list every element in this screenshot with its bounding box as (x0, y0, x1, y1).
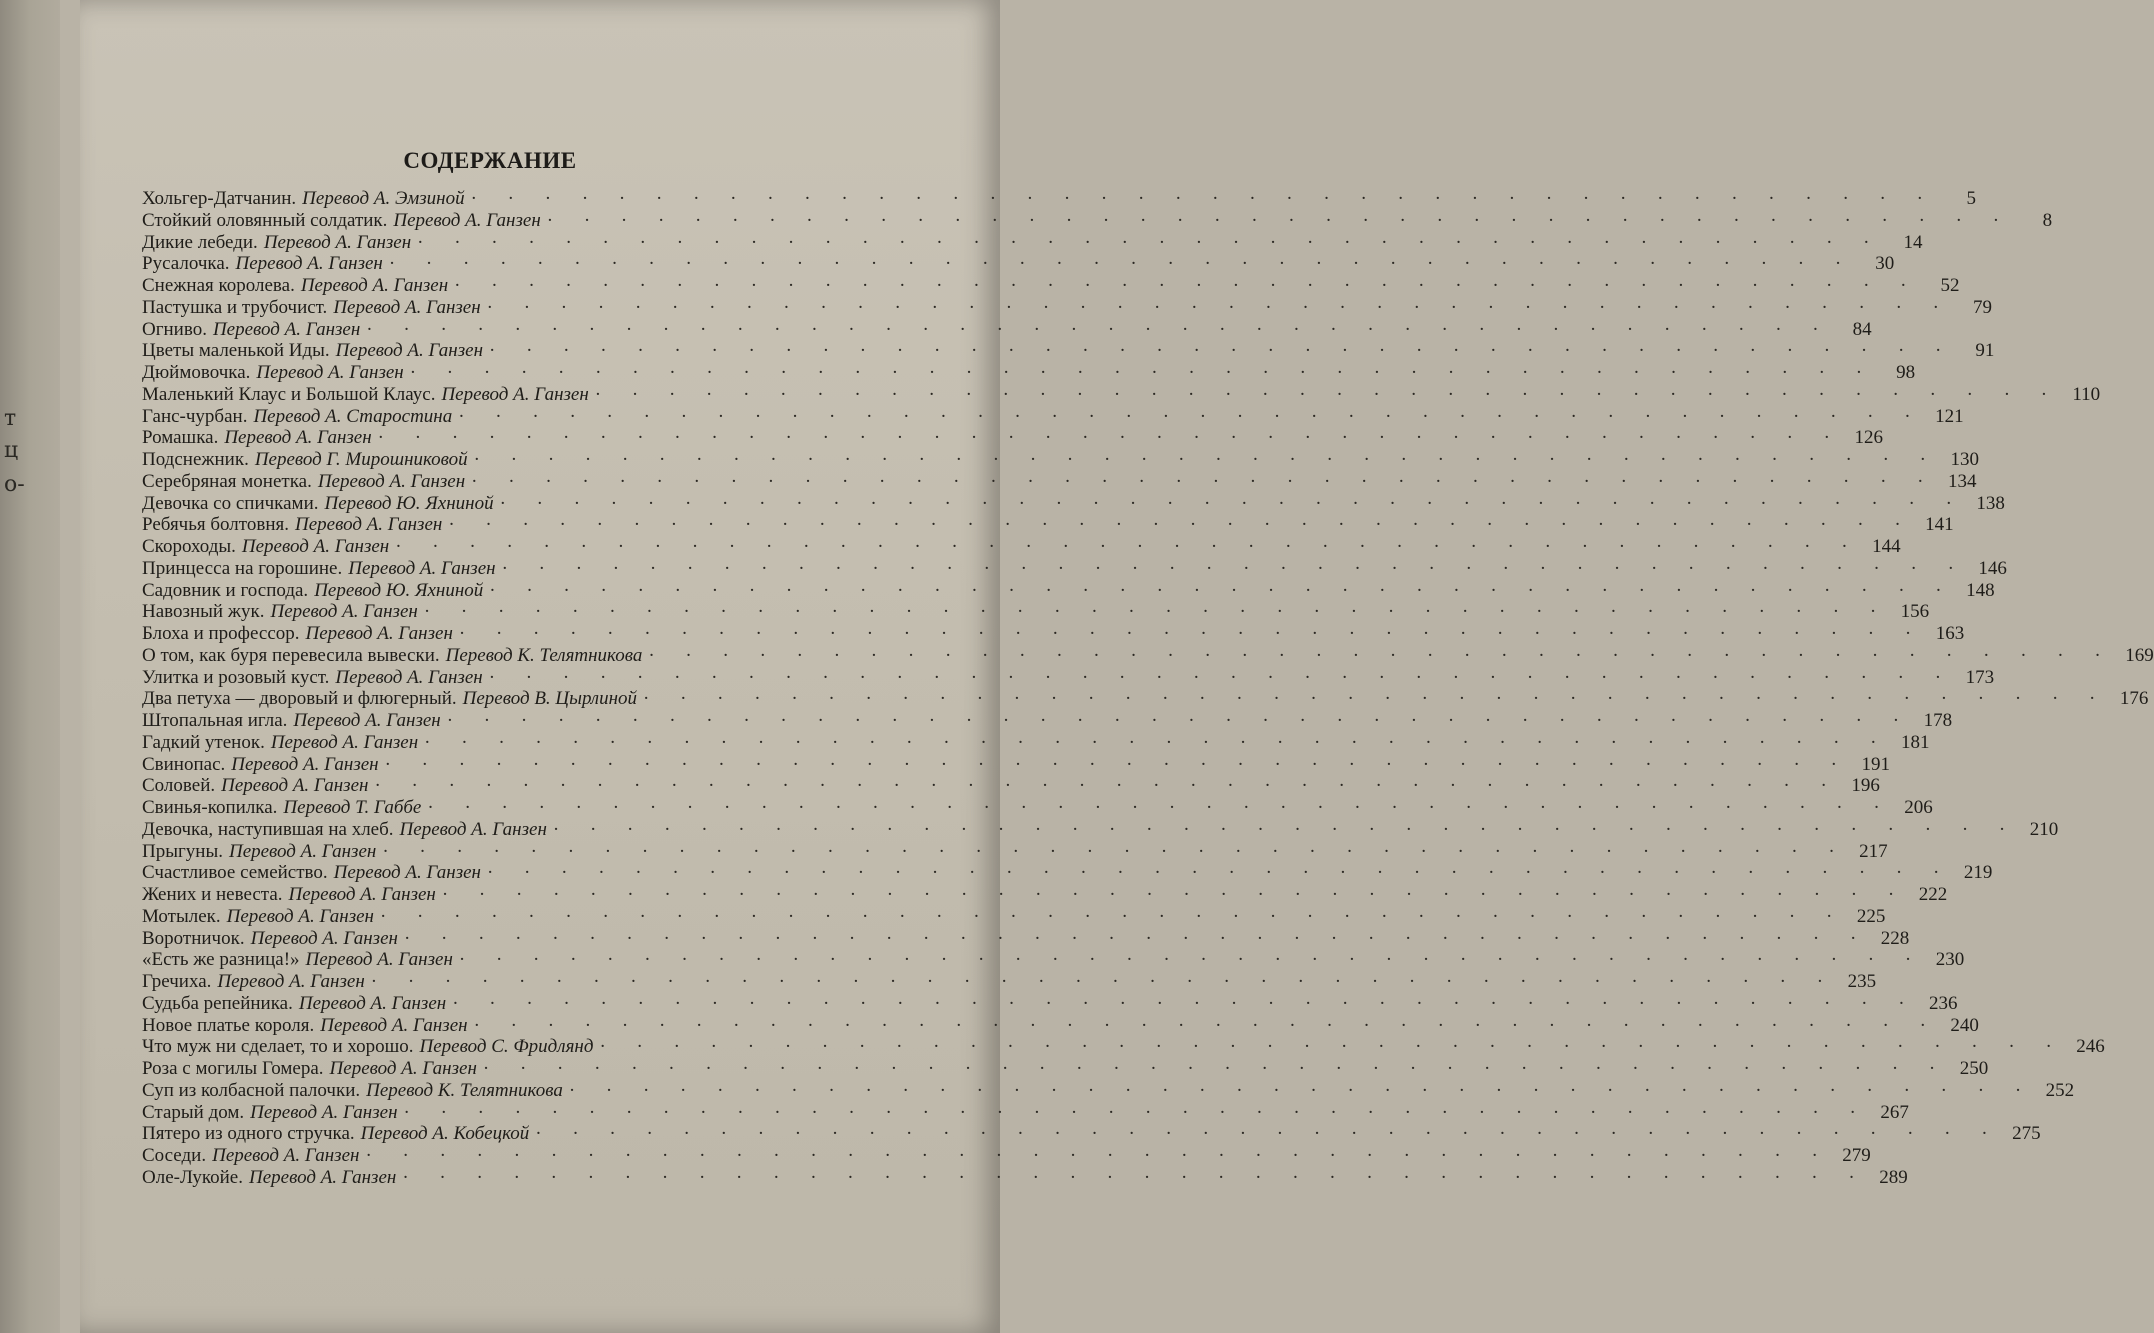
toc-entry-page: 252 (2045, 1079, 2075, 1101)
toc-entry-page: 240 (1950, 1014, 1979, 1036)
toc-entry-page: 163 (1935, 623, 1965, 644)
toc-entry-translator: Перевод А. Ганзен (228, 840, 377, 862)
toc-entry-title: Соседи. (142, 1145, 207, 1166)
toc-entry-page: 196 (1851, 775, 1880, 797)
toc-entry-page: 30 (1875, 253, 1895, 275)
toc-entry (142, 427, 1884, 449)
toc-entry-translator: Перевод А. Ганзен (300, 275, 449, 296)
toc-entry-translator: Перевод А. Ганзен (263, 231, 412, 253)
page-title: СОДЕРЖАНИЕ (403, 148, 577, 173)
toc-entry-page: 144 (1872, 536, 1901, 557)
toc-entry-title: Свинопас. (142, 753, 226, 775)
toc-dot-leader: · · · · · · · · · · · · · · · · · · · · · · · · · · · · · · · · · · · · · · · · (427, 797, 1893, 818)
toc-entry-page: 275 (2012, 1123, 2041, 1145)
toc-entry (142, 992, 1958, 1015)
toc-entry (142, 405, 1964, 428)
toc-entry (142, 905, 1886, 928)
toc-dot-leader: · · · · · · · · · · · · · · · · · · · · · · · · · · · · · · · · · · · · · · · · (473, 449, 1940, 470)
toc-entry-page: 148 (1966, 579, 1995, 601)
toc-dot-leader: · · · · · · · · · · · · · · · · · · · · · · · · · · · · · · · · · · · · · · · · (648, 644, 2114, 666)
toc-entry-page: 79 (1973, 296, 1992, 318)
toc-entry-translator: Перевод В. Цырлиной (462, 688, 638, 710)
toc-entry-page: 156 (1900, 601, 1930, 623)
toc-entry-translator: Перевод А. Ганзен (335, 666, 483, 688)
toc-entry-translator: Перевод А. Ганзен (305, 949, 453, 971)
toc-entry-title: Что муж ни сделает, то и хорошо. (142, 1036, 414, 1058)
toc-dot-leader: · · · · · · · · · · · · · · · · · · · · · · · · · · · · · · · · · · · · · · · · (403, 1101, 1869, 1123)
toc-entry-title: Пятеро из одного стручка. (142, 1123, 355, 1145)
toc-dot-leader: · · · · · · · · · · · · · · · · · · · · · · · · · · · · · · · · · · · · · · · · (486, 862, 1953, 884)
toc-entry-page: 206 (1904, 797, 1933, 818)
toc-entry-translator: Перевод А. Ганзен (393, 209, 541, 231)
toc-entry-page: 219 (1963, 862, 1993, 884)
toc-entry-title: Маленький Клаус и Большой Клаус. (142, 383, 436, 405)
toc-entry (142, 623, 1965, 645)
toc-entry-page: 181 (1901, 731, 1930, 753)
left-page-edge (0, 0, 60, 1333)
toc-entry-page: 178 (1923, 710, 1953, 731)
toc-entry-page: 5 (1966, 188, 1976, 209)
toc-entry-page: 8 (2042, 209, 2053, 231)
table-of-contents (142, 188, 2154, 1189)
toc-entry-page: 289 (1879, 1166, 1908, 1188)
toc-entry-title: Серебряная монетка. (142, 470, 312, 492)
toc-entry (142, 775, 1880, 797)
toc-entry-title: Хольгер-Датчанин. (142, 188, 297, 209)
toc-dot-leader: · · · · · · · · · · · · · · · · · · · · · · · · · · · · · · · · · · · · · · · · (489, 579, 1955, 601)
toc-entry-title: Девочка, наступившая на хлеб. (142, 818, 394, 840)
toc-entry-title: Ромашка. (142, 427, 219, 449)
toc-dot-leader: · · · · · · · · · · · · · · · · · · · · · · · · · · · · · · · · · · · · · · · · (417, 231, 1883, 253)
toc-entry-translator: Перевод А. Ганзен (399, 818, 547, 840)
toc-entry (142, 209, 2053, 232)
toc-dot-leader: · · · · · · · · · · · · · · · · · · · · · · · · · · · · · · · · · · · · · · · · (499, 492, 1965, 514)
toc-entry (142, 318, 1872, 341)
toc-entry-title: Прыгуны. (142, 840, 223, 862)
toc-entry (142, 753, 1890, 776)
toc-entry-translator: Перевод А. Ганзен (250, 927, 398, 949)
toc-entry (142, 1014, 1979, 1037)
toc-entry-title: Старый дом. (142, 1101, 245, 1123)
toc-dot-leader: · · · · · · · · · · · · · · · · · · · · · · · · · · · · · · · · · · · · · · · · (489, 340, 1955, 362)
toc-entry (142, 1101, 1909, 1124)
toc-entry-page: 52 (1940, 275, 1960, 296)
left-page-fragment: т (4, 406, 17, 431)
toc-entry-page: 250 (1959, 1058, 1989, 1079)
toc-entry-page: 191 (1861, 753, 1890, 775)
left-page-fragment: о- (4, 472, 25, 497)
toc-dot-leader: · · · · · · · · · · · · · · · · · · · · · · · · · · · · · · · · · · · · · · · · (402, 1166, 1868, 1188)
toc-entry-translator: Перевод А. Ганзен (270, 731, 419, 753)
toc-entry (142, 927, 1910, 950)
toc-entry-page: 210 (2029, 818, 2059, 840)
toc-entry-page: 138 (1976, 492, 2005, 514)
toc-entry-title: Навозный жук. (142, 601, 265, 623)
toc-entry-page: 173 (1965, 666, 1995, 688)
toc-entry (142, 949, 1965, 971)
toc-entry (142, 536, 1901, 558)
toc-entry-page: 169 (2125, 644, 2154, 666)
toc-entry-page: 121 (1935, 405, 1964, 427)
toc-entry (142, 971, 1877, 993)
toc-entry (142, 1058, 1989, 1080)
toc-entry (142, 601, 1930, 623)
toc-entry-title: Огниво. (142, 318, 207, 340)
toc-entry-translator: Перевод А. Ганзен (329, 1058, 477, 1079)
toc-dot-leader: · · · · · · · · · · · · · · · · · · · · · · · · · · · · · · · · · · · · · · · · (382, 840, 1848, 862)
toc-entry-translator: Перевод А. Ганзен (212, 1145, 360, 1166)
toc-dot-leader: · · · · · · · · · · · · · · · · · · · · · · · · · · · · · · · · · · · · · · · · (452, 992, 1918, 1014)
toc-entry-translator: Перевод А. Ганзен (249, 1166, 397, 1188)
toc-dot-leader: · · · · · · · · · · · · · · · · · · · · · · · · · · · · · · · · · · · · · · · · (488, 666, 1955, 688)
toc-entry-page: 279 (1842, 1145, 1871, 1166)
toc-entry (142, 818, 2059, 841)
toc-entry-translator: Перевод А. Ганзен (241, 536, 390, 557)
toc-dot-leader: · · · · · · · · · · · · · · · · · · · · · · · · · · · · · · · · · · · · · · · · (377, 427, 1844, 449)
toc-entry (142, 296, 1992, 319)
toc-entry-page: 222 (1918, 884, 1948, 905)
toc-dot-leader: · · · · · · · · · · · · · · · · · · · · · · · · · · · · · · · · · · · · · · · · (501, 557, 1967, 579)
toc-dot-leader: · · · · · · · · · · · · · · · · · · · · · · · · · · · · · · · · · · · · · · · · (454, 275, 1920, 296)
toc-entry-translator: Перевод А. Эмзиной (302, 188, 465, 209)
toc-dot-leader: · · · · · · · · · · · · · · · · · · · · · · · · · · · · · · · · · · · · · · · · (423, 601, 1890, 623)
toc-entry-translator: Перевод А. Ганзен (235, 253, 383, 275)
toc-entry-page: 130 (1950, 449, 1980, 470)
toc-dot-leader: · · · · · · · · · · · · · · · · · · · · · · · · · · · · · · · · · · · · · · · · (594, 383, 2061, 405)
toc-entry-title: Подснежник. (142, 449, 249, 470)
toc-entry-title: Воротничок. (142, 927, 245, 949)
toc-dot-leader: · · · · · · · · · · · · · · · · · · · · · · · · · · · · · · · · · · · · · · · · (473, 1014, 1939, 1036)
toc-entry-translator: Перевод А. Ганзен (250, 1101, 398, 1123)
toc-entry-translator: Перевод А. Ганзен (293, 710, 441, 731)
toc-entry-title: Счастливое семейство. (142, 862, 328, 884)
toc-dot-leader: · · · · · · · · · · · · · · · · · · · · · · · · · · · · · · · · · · · · · · · · (535, 1123, 2001, 1145)
toc-entry-translator: Перевод А. Ганзен (317, 470, 466, 492)
toc-entry (142, 1123, 2041, 1145)
toc-entry-title: Гречиха. (142, 971, 212, 992)
toc-entry-title: О том, как буря перевесила вывески. (142, 644, 440, 666)
toc-entry-translator: Перевод А. Ганзен (441, 383, 589, 405)
toc-entry (142, 797, 1933, 819)
toc-entry (142, 362, 1916, 384)
toc-entry (142, 862, 1993, 884)
toc-entry-title: Ребячья болтовня. (142, 514, 289, 536)
toc-dot-leader: · · · · · · · · · · · · · · · · · · · · · · · · · · · · · · · · · · · · · · · · (365, 1145, 1831, 1166)
toc-entry (142, 688, 2149, 710)
toc-entry (142, 1145, 1871, 1167)
toc-entry-title: Принцесса на горошине. (142, 557, 343, 579)
toc-entry-title: Жених и невеста. (142, 884, 283, 905)
toc-entry-title: Соловей. (142, 775, 216, 797)
toc-dot-leader: · · · · · · · · · · · · · · · · · · · · · · · · · · · · · · · · · · · · · · · · (409, 362, 1876, 383)
toc-dot-leader: · · · · · · · · · · · · · · · · · · · · · · · · · · · · · · · · · · · · · · · · (379, 905, 1846, 927)
toc-entry-title: Снежная королева. (142, 275, 295, 296)
toc-entry-page: 267 (1880, 1101, 1909, 1123)
toc-entry-page: 126 (1854, 427, 1884, 449)
toc-entry (142, 514, 1954, 536)
toc-entry-translator: Перевод Ю. Яхниной (324, 492, 494, 514)
toc-dot-leader: · · · · · · · · · · · · · · · · · · · · · · · · · · · · · · · · · · · · · · · · (366, 318, 1832, 340)
toc-entry-title: Роза с могилы Гомера. (142, 1058, 324, 1079)
toc-entry (142, 492, 2005, 515)
toc-entry-page: 14 (1903, 231, 1923, 253)
toc-entry-page: 235 (1847, 971, 1877, 992)
toc-entry-translator: Перевод А. Старостина (253, 405, 453, 427)
toc-entry-title: Ганс-чурбан. (142, 405, 248, 427)
toc-entry (142, 884, 1948, 906)
toc-entry (142, 449, 1980, 471)
toc-entry-title: Скороходы. (142, 536, 236, 557)
toc-entry-translator: Перевод Ю. Яхниной (314, 579, 484, 601)
toc-dot-leader: · · · · · · · · · · · · · · · · · · · · · · · · · · · · · · · · · · · · · · · · (370, 971, 1837, 992)
toc-dot-leader: · · · · · · · · · · · · · · · · · · · · · · · · · · · · · · · · · · · · · · · · (403, 927, 1870, 949)
toc-entry-title: Два петуха — дворовый и флюгерный. (142, 688, 457, 710)
toc-entry (142, 470, 1977, 493)
toc-entry-page: 98 (1896, 362, 1916, 383)
toc-entry (142, 275, 1960, 297)
toc-entry-translator: Перевод А. Ганзен (226, 905, 374, 927)
toc-entry (142, 710, 1953, 732)
toc-entry (142, 1079, 2075, 1102)
toc-entry-translator: Перевод А. Ганзен (333, 296, 481, 318)
toc-entry-title: Садовник и господа. (142, 579, 309, 601)
toc-entry-translator: Перевод А. Ганзен (320, 1014, 468, 1036)
toc-dot-leader: · · · · · · · · · · · · · · · · · · · · · · · · · · · · · · · · · · · · · · · · (384, 753, 1850, 775)
toc-dot-leader: · · · · · · · · · · · · · · · · · · · · · · · · · · · · · · · · · · · · · · · · (441, 884, 1908, 905)
toc-entry-page: 236 (1929, 992, 1958, 1014)
toc-entry-title: Оле-Лукойе. (142, 1166, 243, 1188)
toc-entry-title: Дикие лебеди. (142, 231, 258, 253)
toc-entry-title: Девочка со спичками. (142, 492, 319, 514)
toc-dot-leader: · · · · · · · · · · · · · · · · · · · · · · · · · · · · · · · · · · · · · · · · (643, 688, 2109, 710)
toc-entry-title: Стойкий оловянный солдатик. (142, 209, 388, 231)
toc-entry-translator: Перевод А. Ганзен (288, 884, 436, 905)
toc-entry (142, 253, 1895, 275)
toc-dot-leader: · · · · · · · · · · · · · · · · · · · · · · · · · · · · · · · · · · · · · · · · (395, 536, 1861, 557)
toc-entry-translator: Перевод С. Фридлянд (419, 1036, 594, 1058)
toc-dot-leader: · · · · · · · · · · · · · · · · · · · · · · · · · · · · · · · · · · · · · · · · (424, 731, 1890, 753)
toc-dot-leader: · · · · · · · · · · · · · · · · · · · · · · · · · · · · · · · · · · · · · · · · (568, 1079, 2035, 1101)
toc-entry-title: Улитка и розовый куст. (142, 666, 330, 688)
toc-entry-title: Гадкий утенок. (142, 731, 265, 753)
toc-entry-page: 110 (2072, 383, 2101, 405)
left-page-fragment: ц (4, 438, 19, 463)
toc-entry-translator: Перевод А. Ганзен (294, 514, 443, 536)
toc-entry-page: 134 (1948, 470, 1977, 492)
toc-entry-page: 176 (2119, 688, 2149, 710)
toc-entry-title: Мотылек. (142, 905, 221, 927)
toc-entry-page: 141 (1925, 514, 1954, 536)
toc-entry-page: 146 (1978, 557, 2007, 579)
toc-dot-leader: · · · · · · · · · · · · · · · · · · · · · · · · · · · · · · · · · · · · · · · · (448, 514, 1914, 536)
toc-entry (142, 666, 1995, 689)
toc-dot-leader: · · · · · · · · · · · · · · · · · · · · · · · · · · · · · · · · · · · · · · · · (458, 623, 1925, 644)
toc-entry (142, 644, 2154, 667)
toc-entry-translator: Перевод А. Ганзен (217, 971, 365, 992)
toc-entry-title: Судьба репейника. (142, 992, 293, 1014)
toc-entry-translator: Перевод А. Ганзен (335, 340, 484, 362)
toc-dot-leader: · · · · · · · · · · · · · · · · · · · · · · · · · · · · · · · · · · · · · · · · (552, 818, 2019, 840)
toc-dot-leader: · · · · · · · · · · · · · · · · · · · · · · · · · · · · · · · · · · · · · · · · (486, 296, 1952, 318)
toc-entry-title: Суп из колбасной палочки. (142, 1079, 361, 1101)
toc-entry-title: Русалочка. (142, 253, 230, 275)
toc-entry-title: Пастушка и трубочист. (142, 296, 328, 318)
toc-entry-translator: Перевод А. Ганзен (224, 427, 372, 449)
toc-dot-leader: · · · · · · · · · · · · · · · · · · · · · · · · · · · · · · · · · · · · · · · · (446, 710, 1913, 731)
toc-dot-leader: · · · · · · · · · · · · · · · · · · · · · · · · · · · · · · · · · · · · · · · · (374, 775, 1840, 797)
toc-entry-page: 230 (1935, 949, 1965, 971)
toc-dot-leader: · · · · · · · · · · · · · · · · · · · · · · · · · · · · · · · · · · · · · · · · (458, 949, 1925, 971)
toc-entry (142, 340, 1995, 362)
toc-entry-translator: Перевод А. Ганзен (333, 862, 481, 884)
toc-dot-leader: · · · · · · · · · · · · · · · · · · · · · · · · · · · · · · · · · · · · · · · · (482, 1058, 1949, 1079)
toc-dot-leader: · · · · · · · · · · · · · · · · · · · · · · · · · · · · · · · · · · · · · · · · (470, 188, 1936, 209)
toc-dot-leader: · · · · · · · · · · · · · · · · · · · · · · · · · · · · · · · · · · · · · · · · (471, 470, 1937, 492)
toc-entry-title: Блоха и профессор. (142, 623, 300, 644)
toc-entry-title: Штопальная игла. (142, 710, 288, 731)
toc-entry (142, 383, 2101, 406)
toc-entry-translator: Перевод А. Ганзен (256, 362, 404, 383)
toc-entry-translator: Перевод А. Ганзен (231, 753, 379, 775)
toc-entry-translator: Перевод А. Ганзен (212, 318, 361, 340)
toc-entry-page: 228 (1880, 927, 1910, 949)
toc-entry-translator: Перевод А. Ганзен (221, 775, 369, 797)
toc-entry (142, 1036, 2105, 1058)
toc-entry-translator: Перевод К. Телятникова (445, 644, 643, 666)
toc-entry-translator: Перевод А. Ганзен (305, 623, 453, 644)
toc-dot-leader: · · · · · · · · · · · · · · · · · · · · · · · · · · · · · · · · · · · · · · · · (388, 253, 1855, 275)
toc-entry-translator: Перевод А. Ганзен (298, 992, 447, 1014)
toc-entry-translator: Перевод А. Ганзен (270, 601, 418, 623)
toc-dot-leader: · · · · · · · · · · · · · · · · · · · · · · · · · · · · · · · · · · · · · · · · (546, 209, 2013, 231)
toc-entry-page: 225 (1856, 905, 1886, 927)
toc-entry-translator: Перевод А. Ганзен (348, 557, 496, 579)
toc-entry-page: 217 (1859, 840, 1888, 862)
toc-entry (142, 231, 1923, 254)
toc-entry-translator: Перевод Г. Мирошниковой (254, 449, 468, 470)
toc-entry (142, 188, 1976, 210)
toc-entry-title: Цветы маленькой Иды. (142, 340, 330, 362)
toc-entry-translator: Перевод К. Телятникова (366, 1079, 563, 1101)
toc-dot-leader: · · · · · · · · · · · · · · · · · · · · · · · · · · · · · · · · · · · · · · · · (458, 405, 1924, 427)
toc-entry-page: 246 (2076, 1036, 2105, 1058)
toc-entry-translator: Перевод А. Кобецкой (360, 1123, 530, 1145)
toc-dot-leader: · · · · · · · · · · · · · · · · · · · · · · · · · · · · · · · · · · · · · · · · (599, 1036, 2065, 1058)
toc-entry (142, 557, 2007, 580)
toc-entry (142, 579, 1995, 602)
toc-entry-title: «Есть же разница!» (142, 949, 300, 971)
toc-entry-page: 91 (1975, 340, 1995, 362)
toc-entry (142, 1166, 1908, 1189)
toc-entry-title: Новое платье короля. (142, 1014, 315, 1036)
toc-entry-title: Дюймовочка. (142, 362, 251, 383)
toc-entry-title: Свинья-копилка. (142, 797, 278, 818)
toc-entry-page: 84 (1852, 318, 1872, 340)
toc-entry (142, 731, 1930, 754)
toc-entry (142, 840, 1888, 863)
toc-entry-translator: Перевод Т. Габбе (283, 797, 422, 818)
